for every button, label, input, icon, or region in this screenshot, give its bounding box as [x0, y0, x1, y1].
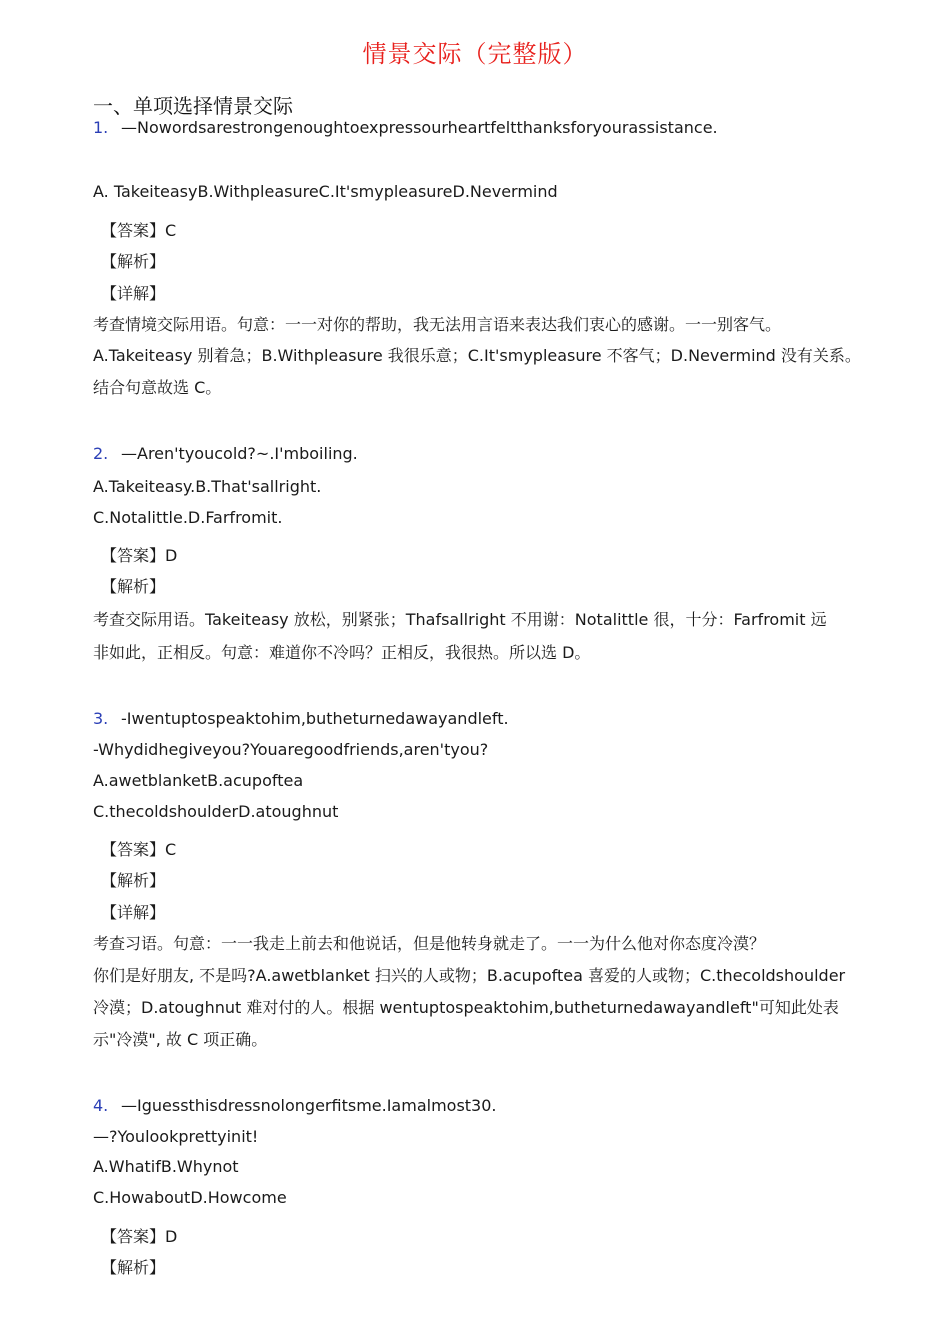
analysis-label: 【解析】: [101, 252, 166, 271]
question-stem-line: —?Youlookprettyinit!: [93, 1127, 259, 1146]
question-stem: —Iguessthisdressnolongerfitsme.Iamalmost30.: [121, 1096, 497, 1115]
explanation-line: 考查情境交际用语。句意：一一对你的帮助，我无法用言语来表达我们衷心的感谢。一一别客气。: [93, 315, 782, 334]
explanation-line: 你们是好朋友, 不是吗?A.awetblanket 扫兴的人或物；B.acupoftea 喜爱的人或物；C.thecoldshoulder: [93, 966, 846, 985]
analysis-label: 【解析】: [101, 871, 166, 890]
question-1: [93, 118, 718, 138]
explanation-line: 考查习语。句意：一一我走上前去和他说话，但是他转身就走了。一一为什么他对你态度冷漠？: [93, 934, 766, 953]
answer-label: 【答案】C: [101, 221, 177, 240]
explanation-line: 示"冷漠", 故 C 项正确。: [93, 1030, 268, 1049]
question-4: [93, 1096, 497, 1116]
question-number: 4.: [93, 1096, 109, 1115]
question-number: 2.: [93, 444, 109, 463]
option-line: A.awetblanketB.acupoftea: [93, 771, 304, 790]
analysis-label: 【解析】: [101, 577, 166, 596]
analysis-label: 【解析】: [101, 1258, 166, 1277]
option-line: A.Takeiteasy.B.That'sallright.: [93, 477, 322, 496]
question-1-options: A. TakeiteasyB.WithpleasureC.It'smypleasureD.Nevermind: [93, 182, 558, 201]
question-2: [93, 444, 358, 464]
question-3: [93, 709, 509, 729]
explanation-line: 考查交际用语。Takeiteasy 放松，别紧张；Thafsallright 不用谢：Notalittle 很，十分：Farfromit 远: [93, 610, 827, 629]
question-number: 1.: [93, 118, 109, 137]
option-line: A.WhatifB.Whynot: [93, 1157, 239, 1176]
detail-label: 【详解】: [101, 903, 166, 922]
option-line: C.HowaboutD.Howcome: [93, 1188, 287, 1207]
page-title: 情景交际（完整版）: [362, 40, 588, 68]
explanation-line: 结合句意故选 C。: [93, 378, 222, 397]
option-line: C.Notalittle.D.Farfromit.: [93, 508, 283, 527]
question-stem: —Nowordsarestrongenoughtoexpressourheartfeltthanksforyourassistance.: [121, 118, 718, 137]
explanation-line: 非如此，正相反。句意：难道你不冷吗？正相反，我很热。所以选 D。: [93, 643, 591, 662]
question-stem: —Aren'tyoucold?~.I'mboiling.: [121, 444, 358, 463]
question-stem: -Iwentuptospeaktohim,butheturnedawayandleft.: [121, 709, 509, 728]
detail-label: 【详解】: [101, 284, 166, 303]
option-line: C.thecoldshoulderD.atoughnut: [93, 802, 339, 821]
answer-label: 【答案】C: [101, 840, 177, 859]
question-stem-line: -Whydidhegiveyou?Youaregoodfriends,aren'tyou?: [93, 740, 489, 759]
explanation-line: 冷漠；D.atoughnut 难对付的人。根据 wentuptospeaktohim,butheturnedawayandleft"可知此处表: [93, 998, 839, 1017]
question-number: 3.: [93, 709, 109, 728]
section-heading: 一、单项选择情景交际: [93, 94, 293, 118]
answer-label: 【答案】D: [101, 546, 178, 565]
explanation-line: A.Takeiteasy 别着急；B.Withpleasure 我很乐意；C.It'smypleasure 不客气；D.Nevermind 没有关系。: [93, 346, 861, 365]
answer-label: 【答案】D: [101, 1227, 178, 1246]
